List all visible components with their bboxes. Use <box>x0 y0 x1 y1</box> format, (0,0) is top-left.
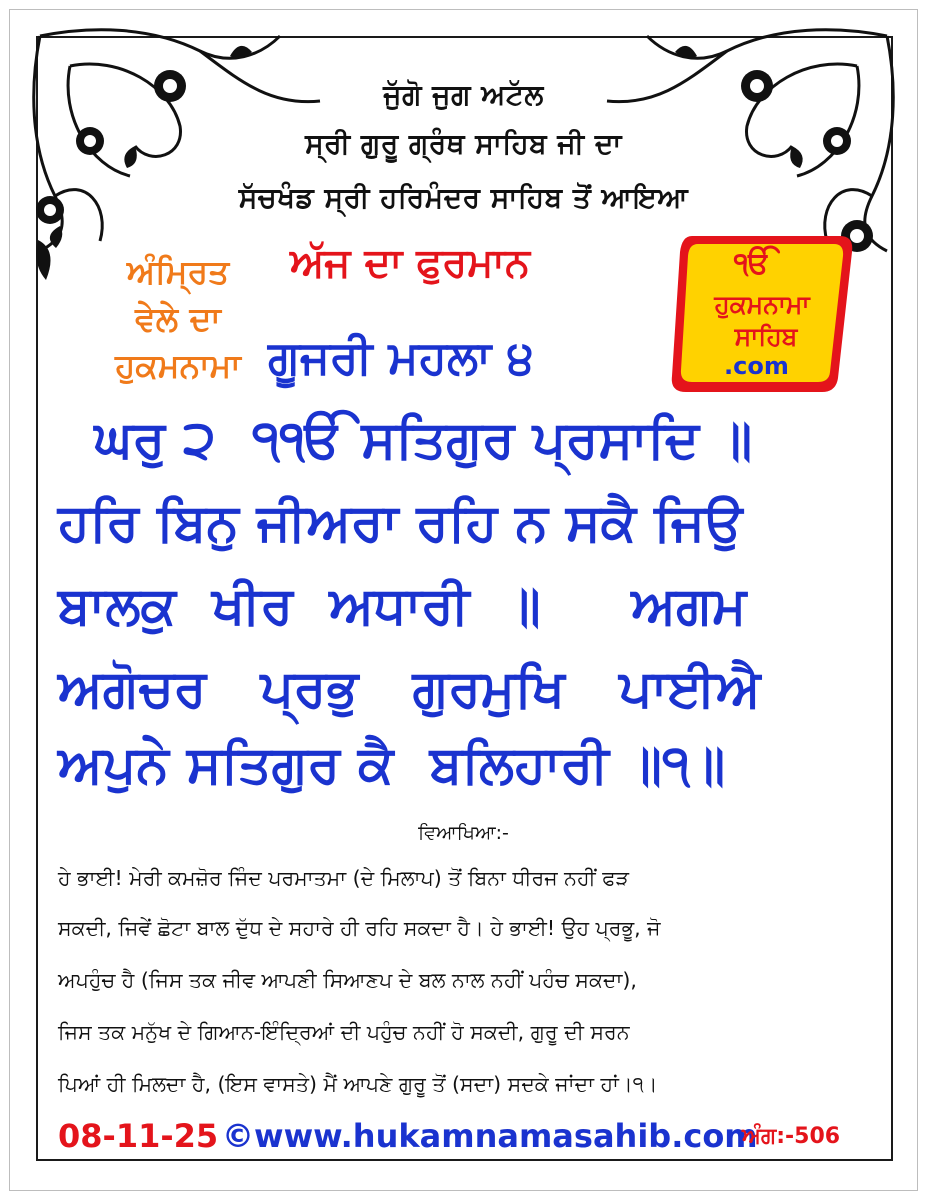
amrit-label-2: ਵੇਲੇ ਦਾ <box>135 299 221 338</box>
explanation-line-3: ਅਪਹੁੰਚ ਹੈ (ਜਿਸ ਤਕ ਜੀਵ ਆਪਣੀ ਸਿਆਣਪ ਦੇ ਬਲ ਨਾਲ ਨਹੀਂ ਪਹੰਚ ਸਕਦਾ), <box>58 968 637 992</box>
ik-onkar-symbol: ੴ <box>734 246 771 281</box>
today-title: ਅੱਜ ਦਾ ਫੁਰਮਾਨ <box>290 240 530 286</box>
explanation-title: ਵਿਆਖਿਆ:- <box>418 822 509 844</box>
header-line-3: ਸੱਚਖੰਡ ਸ੍ਰੀ ਹਰਿਮੰਦਰ ਸਾਹਿਬ ਤੋਂ ਆਇਆ <box>238 181 689 214</box>
hukamnama-logo <box>662 228 862 398</box>
logo-text-2: ਸਾਹਿਬ <box>734 322 798 351</box>
explanation-line-4: ਜਿਸ ਤਕ ਮਨੁੱਖ ਦੇ ਗਿਆਨ-ਇੰਦ੍ਰਿਆਂ ਦੀ ਪਹੁੰਚ ਨਹੀਂ ਹੋ ਸਕਦੀ, ਗੁਰੂ ਦੀ ਸਰਨ <box>58 1020 630 1044</box>
gurbani-line-5: ਅਪੁਨੇ ਸਤਿਗੁਰ ਕੈ ਬਲਿਹਾਰੀ ॥੧॥ <box>58 735 726 795</box>
footer-website-link[interactable]: ©www.hukamnamasahib.com <box>222 1117 758 1155</box>
amrit-label-3: ਹੁਕਮਨਾਮਾ <box>115 346 241 385</box>
explanation-line-1: ਹੇ ਭਾਈ! ਮੇਰੀ ਕਮਜ਼ੋਰ ਜਿੰਦ ਪਰਮਾਤਮਾ (ਦੇ ਮਿਲਾਪ) ਤੋਂ ਬਿਨਾ ਧੀਰਜ ਨਹੀਂ ਫੜ <box>58 866 629 890</box>
header-line-2: ਸ੍ਰੀ ਗੁਰੂ ਗ੍ਰੰਥ ਸਾਹਿਬ ਜੀ ਦਾ <box>305 127 622 160</box>
gurbani-line-1: ਘਰੁ ੨ ੧ੴ ਸਤਿਗੁਰ ਪ੍ਰਸਾਦਿ ॥ <box>58 410 753 470</box>
footer-ang: ਅੰਗ:-506 <box>742 1124 841 1149</box>
amrit-label-1: ਅੰਮ੍ਰਿਤ <box>126 252 230 291</box>
logo-text-1: ਹੁਕਮਨਾਮਾ <box>714 290 810 319</box>
explanation-line-5: ਪਿਆਂ ਹੀ ਮਿਲਦਾ ਹੈ, (ਇਸ ਵਾਸਤੇ) ਮੈਂ ਆਪਣੇ ਗੁਰੂ ਤੋਂ (ਸਦਾ) ਸਦਕੇ ਜਾਂਦਾ ਹਾਂ।੧। <box>58 1072 658 1096</box>
gurbani-line-2: ਹਰਿ ਬਿਨੁ ਜੀਅਰਾ ਰਹਿ ਨ ਸਕੈ ਜਿਉ <box>58 493 743 553</box>
explanation-line-2: ਸਕਦੀ, ਜਿਵੇਂ ਛੋਟਾ ਬਾਲ ਦੁੱਧ ਦੇ ਸਹਾਰੇ ਹੀ ਰਹਿ ਸਕਦਾ ਹੈ। ਹੇ ਭਾਈ! ਉਹ ਪ੍ਰਭੂ, ਜੋ <box>58 916 661 940</box>
header-line-1: ਜੁੱਗੋ ਜੁਗ ਅਟੱਲ <box>383 78 544 111</box>
gurbani-line-4: ਅਗੋਚਰ ਪ੍ਰਭੁ ਗੁਰਮੁਖਿ ਪਾਈਐ <box>58 659 761 719</box>
gurbani-line-3: ਬਾਲਕੁ ਖੀਰ ਅਧਾਰੀ ॥ ਅਗਮ <box>58 576 747 636</box>
raag-title: ਗੂਜਰੀ ਮਹਲਾ ੪ <box>268 330 534 384</box>
logo-text-3: .com <box>724 352 789 380</box>
footer-date: 08-11-25 <box>58 1117 219 1155</box>
